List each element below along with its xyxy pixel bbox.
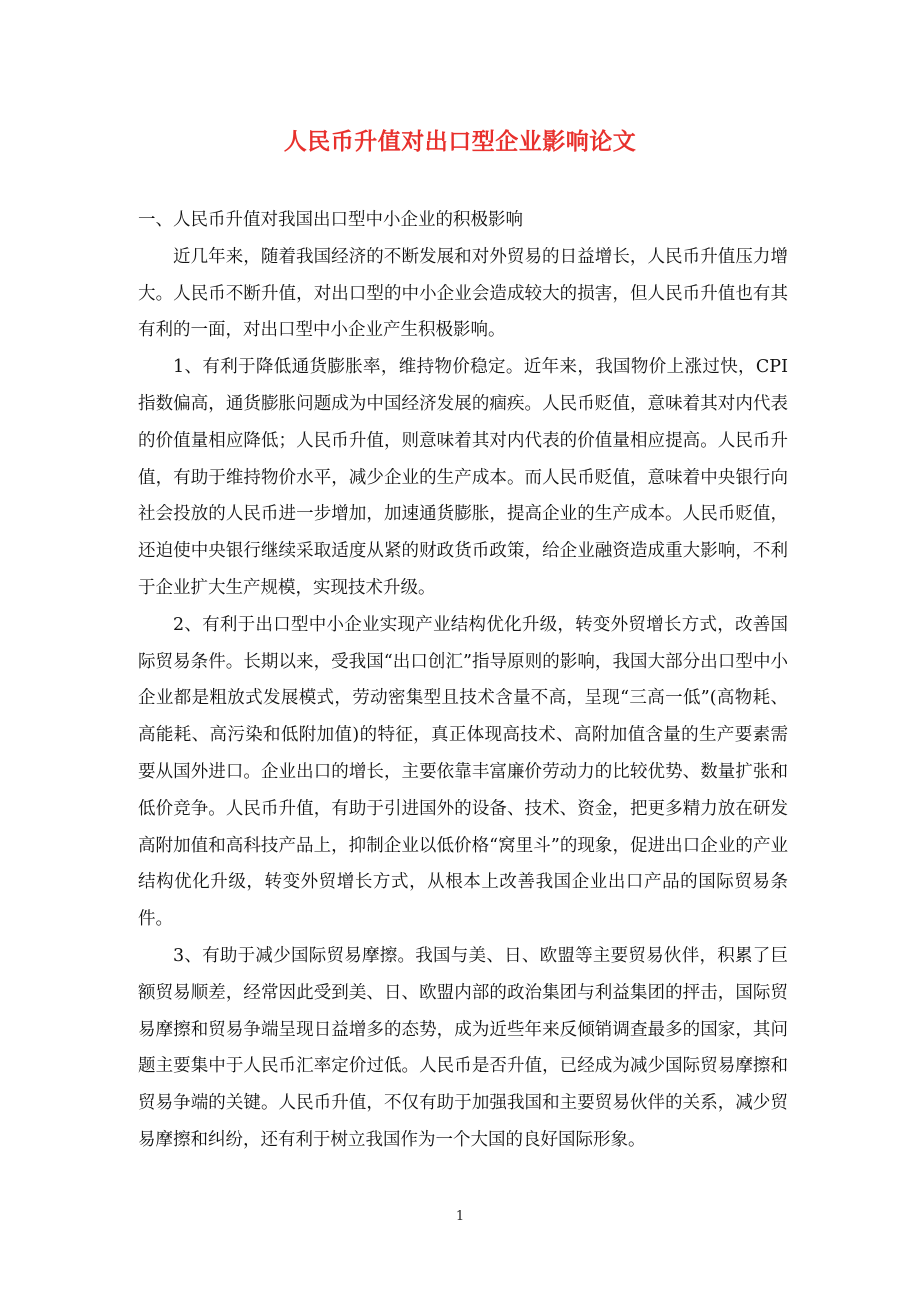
page-number: 1 [455, 1209, 465, 1224]
paragraph-intro: 近几年来，随着我国经济的不断发展和对外贸易的日益增长，人民币升值压力增大。人民币不断升值，对出口型的中小企业会造成较大的损害，但人民币升值也有其有利的一面，对出口型中小企业产生积极影响。 [138, 246, 788, 341]
paragraph-point-1: 1、有利于降低通货膨胀率，维持物价稳定。近年来，我国物价上涨过快，CPI指数偏高，通货膨胀问题成为中国经济发展的痼疾。人民币贬值，意味着其对内代表的价值量相应降低；人民币升值，则意味着其对内代表的价值量相应提高。人民币升值，有助于维持物价水平，减少企业的生产成本。而人民币贬值，意味着中央银行向社会投放的人民币进一步增加，加速通货膨胀，提高企业的生产成本。人民币贬值，还迫使中央银行继续采取适度从紧的财政货币政策，给企业融资造成重大影响，不利于企业扩大生产规模，实现技术升级。 [138, 357, 788, 598]
paragraph-point-2: 2、有利于出口型中小企业实现产业结构优化升级，转变外贸增长方式，改善国际贸易条件。长期以来，受我国“出口创汇”指导原则的影响，我国大部分出口型中小企业都是粗放式发展模式，劳动密集型且技术含量不高，呈现“三高一低”(高物耗、高能耗、高污染和低附加值)的特征，真正体现高技术、高附加值含量的生产要素需要从国外进口。企业出口的增长，主要依靠丰富廉价劳动力的比较优势、数量扩张和低价竞争。人民币升值，有助于引进国外的设备、技术、资金，把更多精力放在研发高附加值和高科技产品上，抑制企业以低价格“窝里斗”的现象，促进出口企业的产业结构优化升级，转变外贸增长方式，从根本上改善我国企业出口产品的国际贸易条件。 [138, 614, 788, 930]
document-body [138, 202, 788, 1159]
section-heading: 一、人民币升值对我国出口型中小企业的积极影响 [138, 210, 523, 230]
document-title: 人民币升值对出口型企业影响论文 [283, 128, 637, 155]
paragraph-point-3: 3、有助于减少国际贸易摩擦。我国与美、日、欧盟等主要贸易伙伴，积累了巨额贸易顺差，经常因此受到美、日、欧盟内部的政治集团与利益集团的抨击，国际贸易摩擦和贸易争端呈现日益增多的态势，成为近些年来反倾销调查最多的国家，其问题主要集中于人民币汇率定价过低。人民币是否升值，已经成为减少国际贸易摩擦和贸易争端的关键。人民币升值，不仅有助于加强我国和主要贸易伙伴的关系，减少贸易摩擦和纠纷，还有利于树立我国作为一个大国的良好国际形象。 [138, 945, 788, 1150]
